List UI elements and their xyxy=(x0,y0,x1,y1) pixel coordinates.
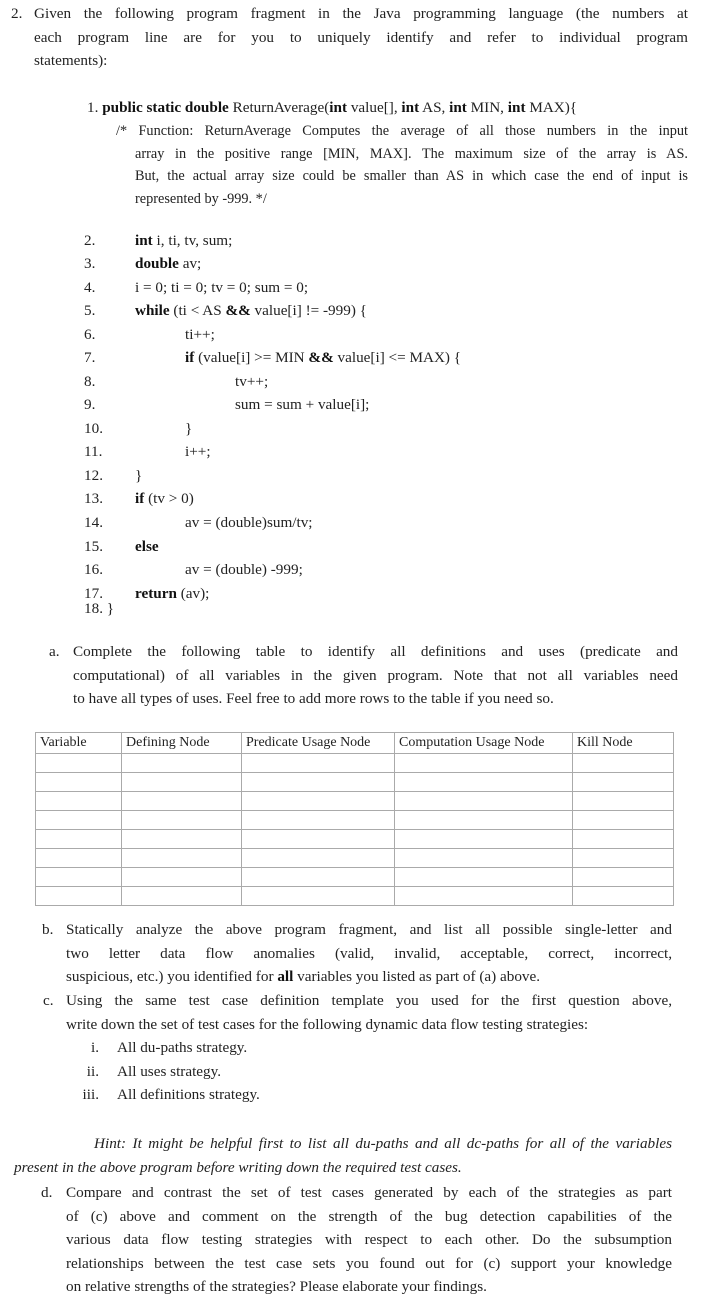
code-line xyxy=(84,276,704,299)
part-a-label: a. xyxy=(49,643,60,660)
code-text: MAX){ xyxy=(525,99,578,116)
code-statement xyxy=(185,346,461,369)
table-cell[interactable] xyxy=(395,887,573,906)
code-line xyxy=(84,323,704,346)
part-c-line: write down the set of test cases for the following dynamic data flow testing strategies: xyxy=(66,1015,589,1033)
code-line xyxy=(84,252,704,275)
comment-line: represented by -999. */ xyxy=(135,190,267,207)
hint-line-2: present in the above program before writing down the required test cases. xyxy=(14,1159,462,1176)
part-b-line xyxy=(66,965,672,989)
part-d-text xyxy=(66,1181,672,1299)
part-c-label: c. xyxy=(43,992,54,1009)
part-d-label: d. xyxy=(41,1184,53,1201)
keyword: int xyxy=(401,99,420,116)
table-row[interactable] xyxy=(36,830,674,849)
part-b-text-span: suspicious, etc.) you identified for xyxy=(66,968,278,985)
table-cell[interactable] xyxy=(122,830,242,849)
line-number: 2. xyxy=(84,232,96,249)
table-cell[interactable] xyxy=(36,773,122,792)
table-row[interactable] xyxy=(36,887,674,906)
part-b-text xyxy=(66,918,672,989)
part-b-line: two letter data flow anomalies (valid, invalid, acceptable, correct, incorrect, xyxy=(66,944,672,962)
table-cell[interactable] xyxy=(395,792,573,811)
code-statement xyxy=(185,511,313,534)
table-cell[interactable] xyxy=(122,849,242,868)
list-text: All du-paths strategy. xyxy=(117,1039,248,1056)
line-number: 4. xyxy=(84,279,96,296)
table-cell[interactable] xyxy=(395,754,573,773)
part-d-line: various data flow testing strategies with respect to each other. Do the subsumption xyxy=(66,1231,672,1248)
code-text: (ti < AS xyxy=(169,302,226,319)
question-line: Given the following program fragment in the Java programming language (the numbers at xyxy=(34,5,688,22)
question-line: each program line are for you to uniquely identify and refer to individual program xyxy=(34,28,688,46)
table-cell[interactable] xyxy=(36,792,122,811)
list-number: i. xyxy=(90,1039,99,1056)
list-number: iii. xyxy=(82,1086,99,1103)
code-statement xyxy=(135,229,232,252)
code-line xyxy=(84,346,704,369)
code-line xyxy=(84,487,704,510)
table-cell[interactable] xyxy=(36,830,122,849)
code-text: } xyxy=(185,420,193,437)
table-cell[interactable] xyxy=(395,773,573,792)
line-number: 3. xyxy=(84,255,96,272)
code-statement xyxy=(185,440,211,463)
part-b-emphasis: all xyxy=(277,968,294,985)
code-statement xyxy=(185,323,215,346)
table-cell[interactable] xyxy=(242,849,395,868)
keyword: int xyxy=(507,99,526,116)
code-text: av; xyxy=(178,255,202,272)
code-line xyxy=(84,464,704,487)
table-cell[interactable] xyxy=(122,811,242,830)
header-computation-usage: Computation Usage Node xyxy=(395,733,573,754)
hint-line-1: Hint: It might be helpful first to list all du-paths and all dc-paths for all of the variables xyxy=(94,1135,672,1152)
line-number: 9. xyxy=(84,396,96,413)
keyword: int xyxy=(449,99,467,116)
comment-line: But, the actual array size could be smaller than AS in which case the end of input is xyxy=(135,168,688,184)
table-cell[interactable] xyxy=(242,792,395,811)
code-statement xyxy=(135,276,308,299)
table-cell[interactable] xyxy=(122,792,242,811)
keyword: while xyxy=(135,302,170,319)
code-text: sum = sum + value[i]; xyxy=(235,396,370,413)
code-statement xyxy=(135,299,367,322)
table-row[interactable] xyxy=(36,773,674,792)
line-number: 10. xyxy=(84,420,103,437)
table-cell[interactable] xyxy=(36,811,122,830)
table-row[interactable] xyxy=(36,754,674,773)
table-cell[interactable] xyxy=(36,849,122,868)
code-text: (av); xyxy=(176,585,210,602)
code-line xyxy=(84,511,704,534)
code-line xyxy=(84,582,704,605)
line-number: 8. xyxy=(84,373,96,390)
keyword: int xyxy=(329,99,348,116)
keyword: else xyxy=(135,538,159,555)
table-cell[interactable] xyxy=(242,811,395,830)
header-predicate-usage: Predicate Usage Node xyxy=(242,733,395,754)
table-cell[interactable] xyxy=(395,830,573,849)
line-number: 17. xyxy=(84,585,103,602)
part-d-line: on relative strengths of the strategies? Please elaborate your findings. xyxy=(66,1278,487,1295)
code-statement xyxy=(235,370,268,393)
keyword: return xyxy=(135,585,177,602)
keyword: int xyxy=(135,232,153,249)
code-text: i = 0; ti = 0; tv = 0; sum = 0; xyxy=(135,279,309,296)
header-defining-node: Defining Node xyxy=(122,733,242,754)
part-b-label: b. xyxy=(42,921,54,938)
table-cell[interactable] xyxy=(242,830,395,849)
line-number: 1. xyxy=(87,99,99,116)
keyword: double xyxy=(135,255,179,272)
code-text: tv++; xyxy=(235,373,269,390)
list-item xyxy=(75,1060,575,1084)
list-text: All definitions strategy. xyxy=(117,1086,260,1103)
code-statement xyxy=(135,487,194,510)
code-line-18: 18. } xyxy=(84,600,115,617)
definitions-table xyxy=(35,732,674,906)
part-d-line: of (c) above and comment on the strength of the bug detection capabilities of the xyxy=(66,1207,672,1225)
code-statement xyxy=(185,417,192,440)
keyword: if xyxy=(185,349,195,366)
code-line xyxy=(84,229,704,252)
code-text: value[i] <= MAX) { xyxy=(333,349,462,366)
code-text: i++; xyxy=(185,443,211,460)
line-number: 16. xyxy=(84,561,103,578)
code-line xyxy=(84,440,704,463)
table-cell[interactable] xyxy=(573,811,674,830)
code-text: MIN, xyxy=(466,99,508,116)
part-d-line: relationships between the test case sets you found out for (c) support your knowledge xyxy=(66,1254,672,1272)
table-row[interactable] xyxy=(36,811,674,830)
keyword: && xyxy=(225,302,251,319)
part-d-line: Compare and contrast the set of test cases generated by each of the strategies as part xyxy=(66,1184,672,1201)
code-text: AS, xyxy=(419,99,450,116)
list-item xyxy=(75,1083,575,1107)
table-cell[interactable] xyxy=(573,830,674,849)
code-line xyxy=(84,370,704,393)
line-number: 14. xyxy=(84,514,103,531)
table-cell[interactable] xyxy=(573,792,674,811)
code-text: value[], xyxy=(347,99,402,116)
table-cell[interactable] xyxy=(36,754,122,773)
table-row[interactable] xyxy=(36,792,674,811)
table-cell[interactable] xyxy=(242,868,395,887)
part-a-line: to have all types of uses. Feel free to add more rows to the table if you need so. xyxy=(73,690,554,707)
code-text: (value[i] >= MIN xyxy=(194,349,309,366)
table-cell[interactable] xyxy=(242,754,395,773)
code-line xyxy=(84,417,704,440)
table-cell[interactable] xyxy=(573,754,674,773)
code-comment xyxy=(116,120,688,210)
table-cell[interactable] xyxy=(573,887,674,906)
code-text: av = (double) -999; xyxy=(185,561,303,578)
table-cell[interactable] xyxy=(573,849,674,868)
code-line-1 xyxy=(87,96,577,119)
line-number: 13. xyxy=(84,490,103,507)
table-cell[interactable] xyxy=(573,868,674,887)
strategy-list xyxy=(75,1036,575,1107)
code-statement xyxy=(135,535,159,558)
keyword: if xyxy=(135,490,145,507)
part-b-text-span: variables you listed as part of (a) above. xyxy=(293,968,541,985)
table-cell[interactable] xyxy=(573,773,674,792)
header-kill-node: Kill Node xyxy=(573,733,674,754)
part-a-line: Complete the following table to identify all definitions and uses (predicate and xyxy=(73,643,678,660)
code-statement xyxy=(135,252,201,275)
part-a-line: computational) of all variables in the given program. Note that not all variables need xyxy=(73,666,678,684)
part-b-line: Statically analyze the above program fragment, and list all possible single-letter and xyxy=(66,921,672,938)
question-number: 2. xyxy=(11,5,23,22)
table-cell[interactable] xyxy=(242,773,395,792)
line-number: 15. xyxy=(84,538,103,555)
table-cell[interactable] xyxy=(242,887,395,906)
table-cell[interactable] xyxy=(122,773,242,792)
list-text: All uses strategy. xyxy=(117,1062,222,1080)
line-number: 7. xyxy=(84,349,96,366)
keyword: && xyxy=(308,349,334,366)
line-number: 6. xyxy=(84,326,96,343)
code-text: } xyxy=(135,467,143,484)
code-line xyxy=(84,535,704,558)
code-line xyxy=(84,299,704,322)
line-number: 5. xyxy=(84,302,96,319)
part-a-text xyxy=(73,640,678,711)
header-variable: Variable xyxy=(36,733,122,754)
table-cell[interactable] xyxy=(395,868,573,887)
table-row[interactable] xyxy=(36,868,674,887)
keyword: public static double xyxy=(102,99,229,116)
table-cell[interactable] xyxy=(122,868,242,887)
table-header-row xyxy=(36,733,674,754)
code-text: ti++; xyxy=(185,326,215,343)
code-statement xyxy=(135,582,209,605)
code-line xyxy=(84,558,704,581)
table-cell[interactable] xyxy=(122,887,242,906)
code-text: value[i] != -999) { xyxy=(250,302,367,319)
list-number: ii. xyxy=(86,1062,99,1080)
part-c-text xyxy=(66,989,672,1036)
code-text: av = (double)sum/tv; xyxy=(185,514,313,531)
table-cell[interactable] xyxy=(36,887,122,906)
table-cell[interactable] xyxy=(36,868,122,887)
code-text: ReturnAverage( xyxy=(228,99,330,116)
code-statement xyxy=(135,464,142,487)
question-text xyxy=(34,2,688,73)
table-cell[interactable] xyxy=(395,811,573,830)
line-number: 11. xyxy=(84,443,103,460)
code-statement xyxy=(185,558,303,581)
comment-line: array in the positive range [MIN, MAX]. The maximum size of the array is AS. xyxy=(135,145,688,162)
table-cell[interactable] xyxy=(122,754,242,773)
comment-line: /* Function: ReturnAverage Computes the average of all those numbers in the input xyxy=(116,123,688,139)
code-line xyxy=(84,393,704,416)
code-statement xyxy=(235,393,369,416)
part-c-line: Using the same test case definition template you used for the first question above, xyxy=(66,992,672,1009)
question-line: statements): xyxy=(34,52,108,69)
code-text: (tv > 0) xyxy=(144,490,194,507)
code-text: i, ti, tv, sum; xyxy=(152,232,233,249)
table-row[interactable] xyxy=(36,849,674,868)
list-item xyxy=(75,1036,575,1060)
line-number: 12. xyxy=(84,467,103,484)
table-cell[interactable] xyxy=(395,849,573,868)
